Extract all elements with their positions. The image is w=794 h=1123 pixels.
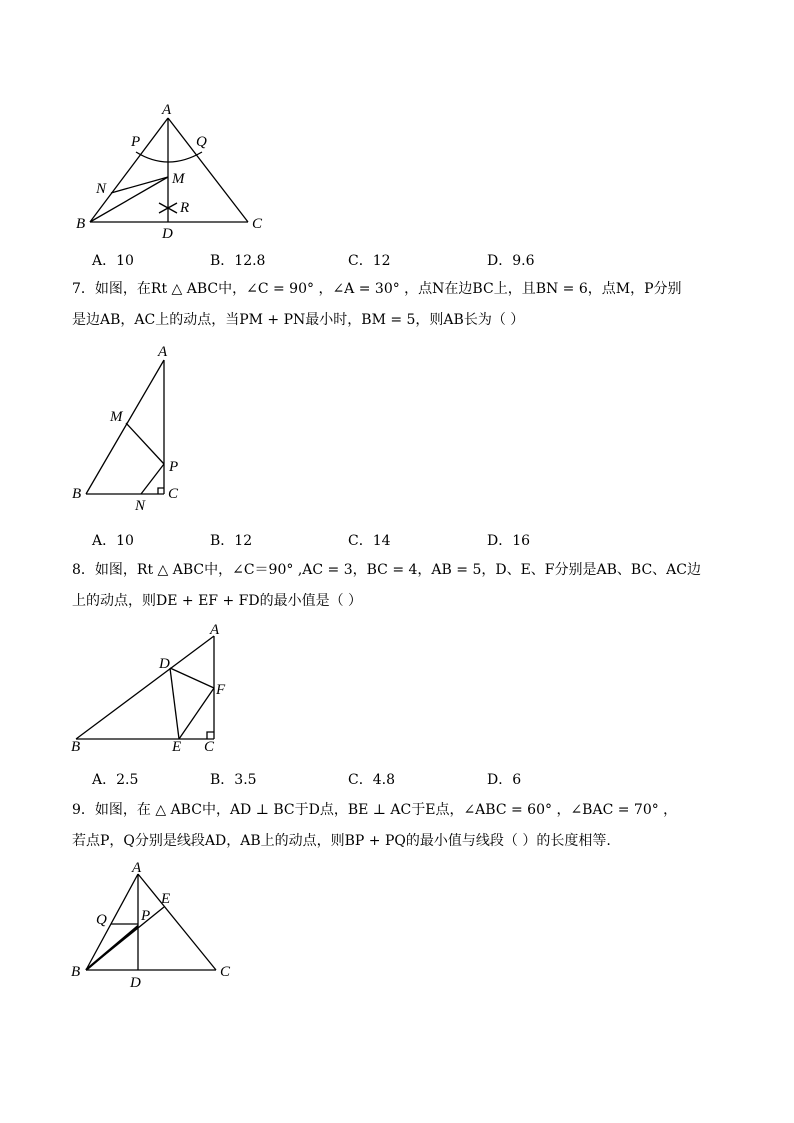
fig8-segment-DE [170, 668, 179, 739]
fig7-segment-PN [141, 464, 164, 494]
fig6-label-N: N [96, 181, 107, 197]
q8-option-d[interactable]: D．6 [487, 772, 522, 788]
fig6-label-R: R [180, 200, 190, 216]
fig9-label-D: D [130, 975, 141, 991]
q8-stem [72, 555, 732, 617]
fig8-segment-EF [179, 688, 214, 739]
fig9-label-C: C [220, 964, 231, 980]
q9-line-2: 若点P，Q分别是线段AD，AB上的动点，则BP + PQ的最小值与线段（ ）的长度相等. [72, 833, 611, 849]
fig9-label-E: E [161, 891, 171, 907]
fig7-side-AB [86, 360, 164, 494]
fig9-side-AB [86, 874, 138, 970]
q7-stem [72, 274, 732, 336]
fig7-right-angle-mark [158, 488, 164, 494]
fig7-label-A: A [158, 344, 168, 360]
q8-option-c[interactable]: C．4.8 [348, 772, 395, 788]
fig7-label-C: C [168, 486, 179, 502]
q7-line-2: 是边AB，AC上的动点，当PM + PN最小时，BM = 5，则AB长为（ ） [72, 312, 525, 328]
fig8-label-E: E [172, 739, 182, 755]
fig7-label-B: B [72, 486, 82, 502]
q8-option-b[interactable]: B．3.5 [210, 772, 257, 788]
fig8-segment-DF [170, 668, 214, 688]
q7-option-a[interactable]: A．10 [92, 533, 134, 549]
fig7-segment-MP [126, 423, 164, 464]
fig6-label-A: A [162, 102, 172, 118]
q8-line-2: 上的动点，则DE + EF + FD的最小值是（ ） [72, 593, 363, 609]
q8-option-a[interactable]: A．2.5 [92, 772, 139, 788]
q7-option-c[interactable]: C．14 [348, 533, 391, 549]
figure-q8-triangle [68, 620, 248, 755]
fig6-arc-PQ [136, 152, 202, 162]
fig8-label-C: C [204, 739, 215, 755]
figure-q9-triangle [66, 860, 246, 995]
fig6-segment-NM [111, 177, 168, 193]
fig9-label-A: A [132, 860, 142, 876]
q7-option-d[interactable]: D．16 [487, 533, 531, 549]
fig9-segment-BP [86, 926, 138, 970]
fig8-label-A: A [210, 622, 220, 638]
fig6-side-AB [90, 118, 168, 222]
q6-option-c[interactable]: C．12 [348, 253, 391, 269]
fig8-label-B: B [71, 739, 81, 755]
fig9-label-Q: Q [96, 912, 107, 928]
fig8-right-angle-mark [207, 732, 214, 739]
q6-option-b[interactable]: B．12.8 [210, 253, 266, 269]
q9-line-1: 9．如图，在 △ ABC中，AD ⊥ BC于D点，BE ⊥ AC于E点，∠ABC = 60° ，∠BAC = 70° ， [72, 802, 678, 818]
q6-option-a[interactable]: A．10 [92, 253, 134, 269]
fig7-label-M: M [110, 409, 123, 425]
fig7-label-P: P [169, 459, 179, 475]
q8-line-1: 8．如图，Rt △ ABC中，∠C＝90° ,AC = 3，BC = 4，AB = 5，D、E、F分别是AB、BC、AC边 [72, 562, 702, 578]
fig6-label-C: C [252, 216, 263, 232]
q9-stem [72, 795, 732, 857]
fig7-label-N: N [135, 498, 146, 514]
fig6-label-D: D [162, 226, 173, 242]
q7-option-b[interactable]: B．12 [210, 533, 253, 549]
fig8-label-F: F [216, 682, 226, 698]
fig9-label-B: B [71, 964, 81, 980]
fig6-label-B: B [76, 216, 86, 232]
fig6-label-M: M [172, 171, 185, 187]
fig8-side-AB [76, 636, 214, 739]
fig8-label-D: D [159, 656, 170, 672]
fig9-label-P: P [141, 908, 151, 924]
fig6-label-P: P [131, 134, 141, 150]
figure-q6-triangle [70, 98, 280, 243]
q6-option-d[interactable]: D．9.6 [487, 253, 535, 269]
figure-q7-triangle [68, 340, 198, 515]
q7-line-1: 7．如图，在Rt △ ABC中，∠C = 90° ，∠A = 30° ，点N在边BC上，且BN = 6，点M，P分别 [72, 281, 682, 297]
fig6-label-Q: Q [196, 134, 207, 150]
